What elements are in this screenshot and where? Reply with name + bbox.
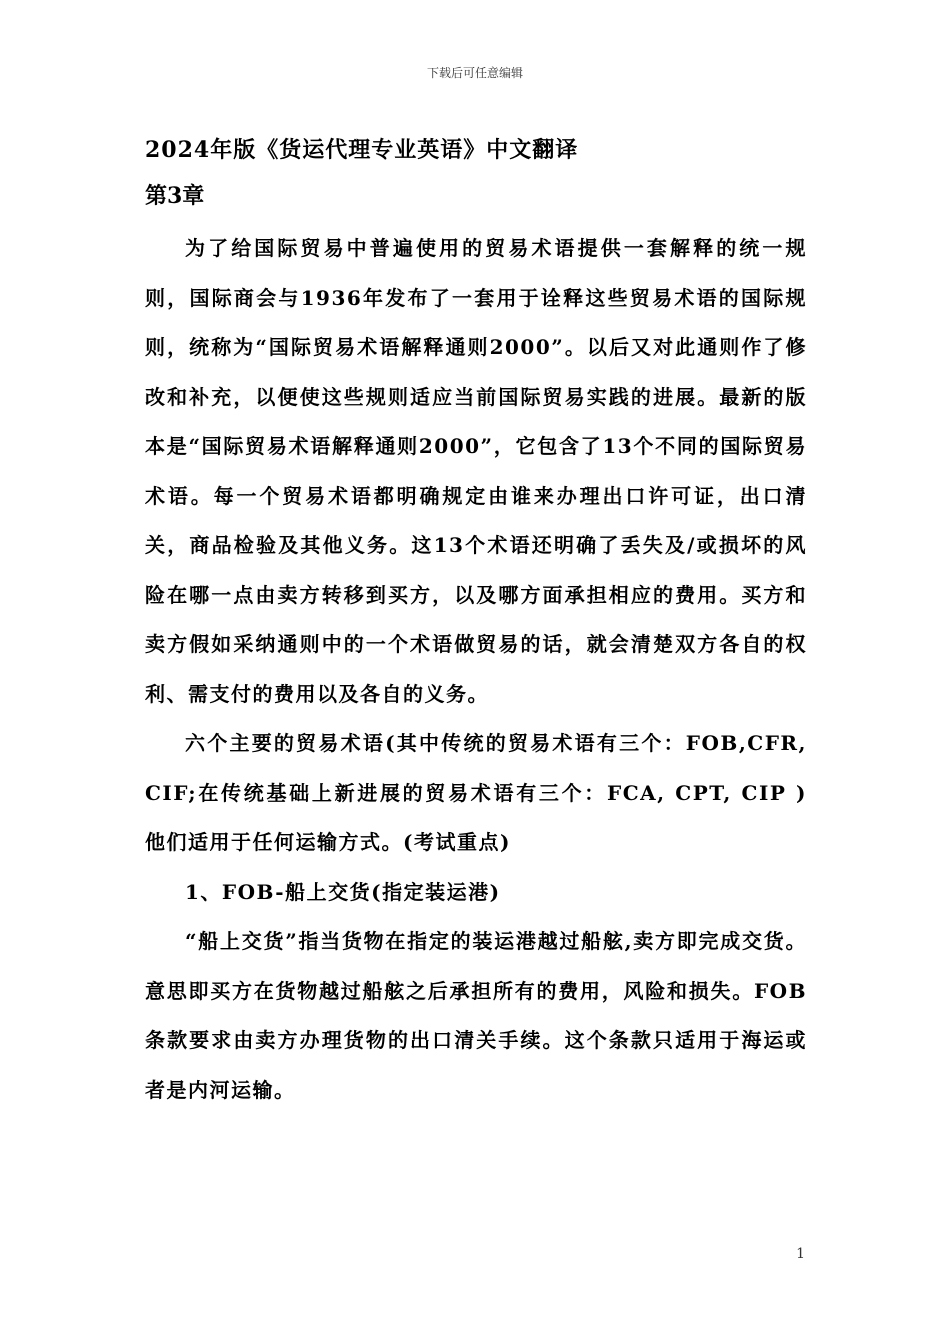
document-title: 2024年版《货运代理专业英语》中文翻译 <box>145 137 579 163</box>
chapter-heading: 第3章 <box>145 183 205 209</box>
paragraph-incoterms-intro: 为了给国际贸易中普遍使用的贸易术语提供一套解释的统一规则，国际商会与1936年发布了一套用于诠释这些贸易术语的国际规则，统称为“国际贸易术语解释通则2000”。以后又对此通则作了修改和补充，以便使这些规则适应当前国际贸易实践的进展。最新的版本是“国际贸易术语解释通则2000”，它包含了13个不同的国际贸易术语。每一个贸易术语都明确规定由谁来办理出口许可证，出口清关，商品检验及其他义务。这13个术语还明确了丢失及/或损坏的风险在哪一点由卖方转移到买方，以及哪方面承担相应的费用。买方和卖方假如采纳通则中的一个术语做贸易的话，就会清楚双方各自的权利、需支付的费用以及各自的义务。 <box>145 236 807 706</box>
document-body <box>145 130 807 1115</box>
page-header: 下载后可任意编辑 <box>426 66 523 80</box>
page-number: 1 <box>796 1246 805 1262</box>
paragraph-six-terms: 六个主要的贸易术语(其中传统的贸易术语有三个：FOB,CFR,CIF;在传统基础上新进展的贸易术语有三个：FCA, CPT, CIP ) 他们适用于任何运输方式。(考试重点) <box>145 731 807 854</box>
paragraph-fob-definition: “船上交货”指当货物在指定的装运港越过船舷,卖方即完成交货。意思即买方在货物越过船舷之后承担所有的费用，风险和损失。FOB条款要求由卖方办理货物的出口清关手续。这个条款只适用于海运或者是内河运输。 <box>145 929 807 1102</box>
paragraph-fob-heading: 1、FOB-船上交货(指定装运港) <box>185 879 501 904</box>
